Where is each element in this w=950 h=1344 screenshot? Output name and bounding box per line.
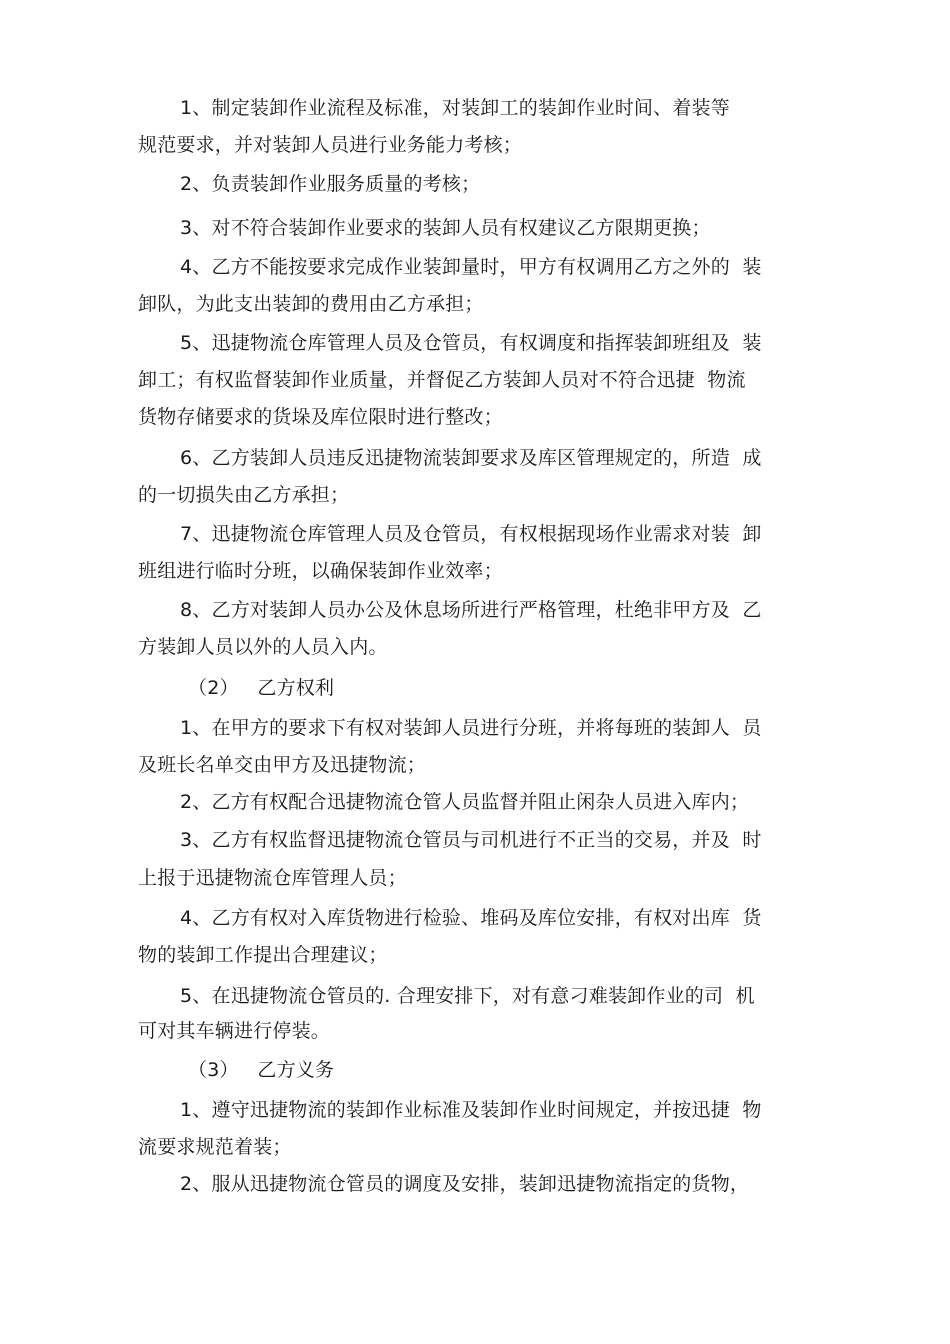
section-heading-rights: （2） 乙方权利 <box>188 677 335 699</box>
obligations-1-line-1: 1、遵守迅捷物流的装卸作业标准及装卸作业时间规定，并按迅捷 物 <box>180 1099 762 1121</box>
rights-1-line-1: 1、在甲方的要求下有权对装卸人员进行分班，并将每班的装卸人 员 <box>180 717 762 739</box>
rights-5-line-1: 5、在迅捷物流仓管员的. 合理安排下，对有意刁难装卸作业的司 机 <box>180 985 755 1007</box>
rights-2-line-1: 2、乙方有权配合迅捷物流仓管人员监督并阻止闲杂人员进入库内； <box>180 791 750 813</box>
clause-1-line-2: 规范要求，并对装卸人员进行业务能力考核； <box>138 134 523 156</box>
clause-8-line-2: 方装卸人员以外的人员入内。 <box>138 636 388 658</box>
section-heading-obligations: （3） 乙方义务 <box>188 1059 335 1081</box>
rights-4-line-2: 物的装卸工作提出合理建议； <box>138 944 388 966</box>
clause-1-line-1: 1、制定装卸作业流程及标准，对装卸工的装卸作业时间、着装等 <box>180 97 730 119</box>
clause-5-line-3: 货物存储要求的货垛及库位限时进行整改； <box>138 406 503 428</box>
clause-4-line-2: 卸队，为此支出装卸的费用由乙方承担； <box>138 293 484 315</box>
clause-4-line-1: 4、乙方不能按要求完成作业装卸量时，甲方有权调用乙方之外的 装 <box>180 256 762 278</box>
clause-7-line-2: 班组进行临时分班，以确保装卸作业效率； <box>138 560 503 582</box>
clause-8-line-1: 8、乙方对装卸人员办公及休息场所进行严格管理，杜绝非甲方及 乙 <box>180 599 762 621</box>
obligations-1-line-2: 流要求规范着装； <box>138 1136 292 1158</box>
clause-7-line-1: 7、迅捷物流仓库管理人员及仓管员，有权根据现场作业需求对装 卸 <box>180 523 762 545</box>
rights-1-line-2: 及班长名单交由甲方及迅捷物流； <box>138 754 427 776</box>
clause-6-line-1: 6、乙方装卸人员违反迅捷物流装卸要求及库区管理规定的，所造 成 <box>180 447 762 469</box>
rights-5-line-2: 可对其车辆进行停装。 <box>138 1020 331 1042</box>
clause-3-line-1: 3、对不符合装卸作业要求的装卸人员有权建议乙方限期更换； <box>180 217 711 239</box>
clause-2-line-1: 2、负责装卸作业服务质量的考核； <box>180 173 481 195</box>
clause-6-line-2: 的一切损失由乙方承担； <box>138 484 350 506</box>
clause-5-line-1: 5、迅捷物流仓库管理人员及仓管员，有权调度和指挥装卸班组及 装 <box>180 332 762 354</box>
rights-3-line-2: 上报于迅捷物流仓库管理人员； <box>138 867 407 889</box>
rights-3-line-1: 3、乙方有权监督迅捷物流仓管员与司机进行不正当的交易，并及 时 <box>180 829 762 851</box>
clause-5-line-2: 卸工；有权监督装卸作业质量，并督促乙方装卸人员对不符合迅捷 物流 <box>138 369 746 391</box>
rights-4-line-1: 4、乙方有权对入库货物进行检验、堆码及库位安排，有权对出库 货 <box>180 907 762 929</box>
obligations-2-line-1: 2、服从迅捷物流仓管员的调度及安排，装卸迅捷物流指定的货物， <box>180 1173 750 1195</box>
